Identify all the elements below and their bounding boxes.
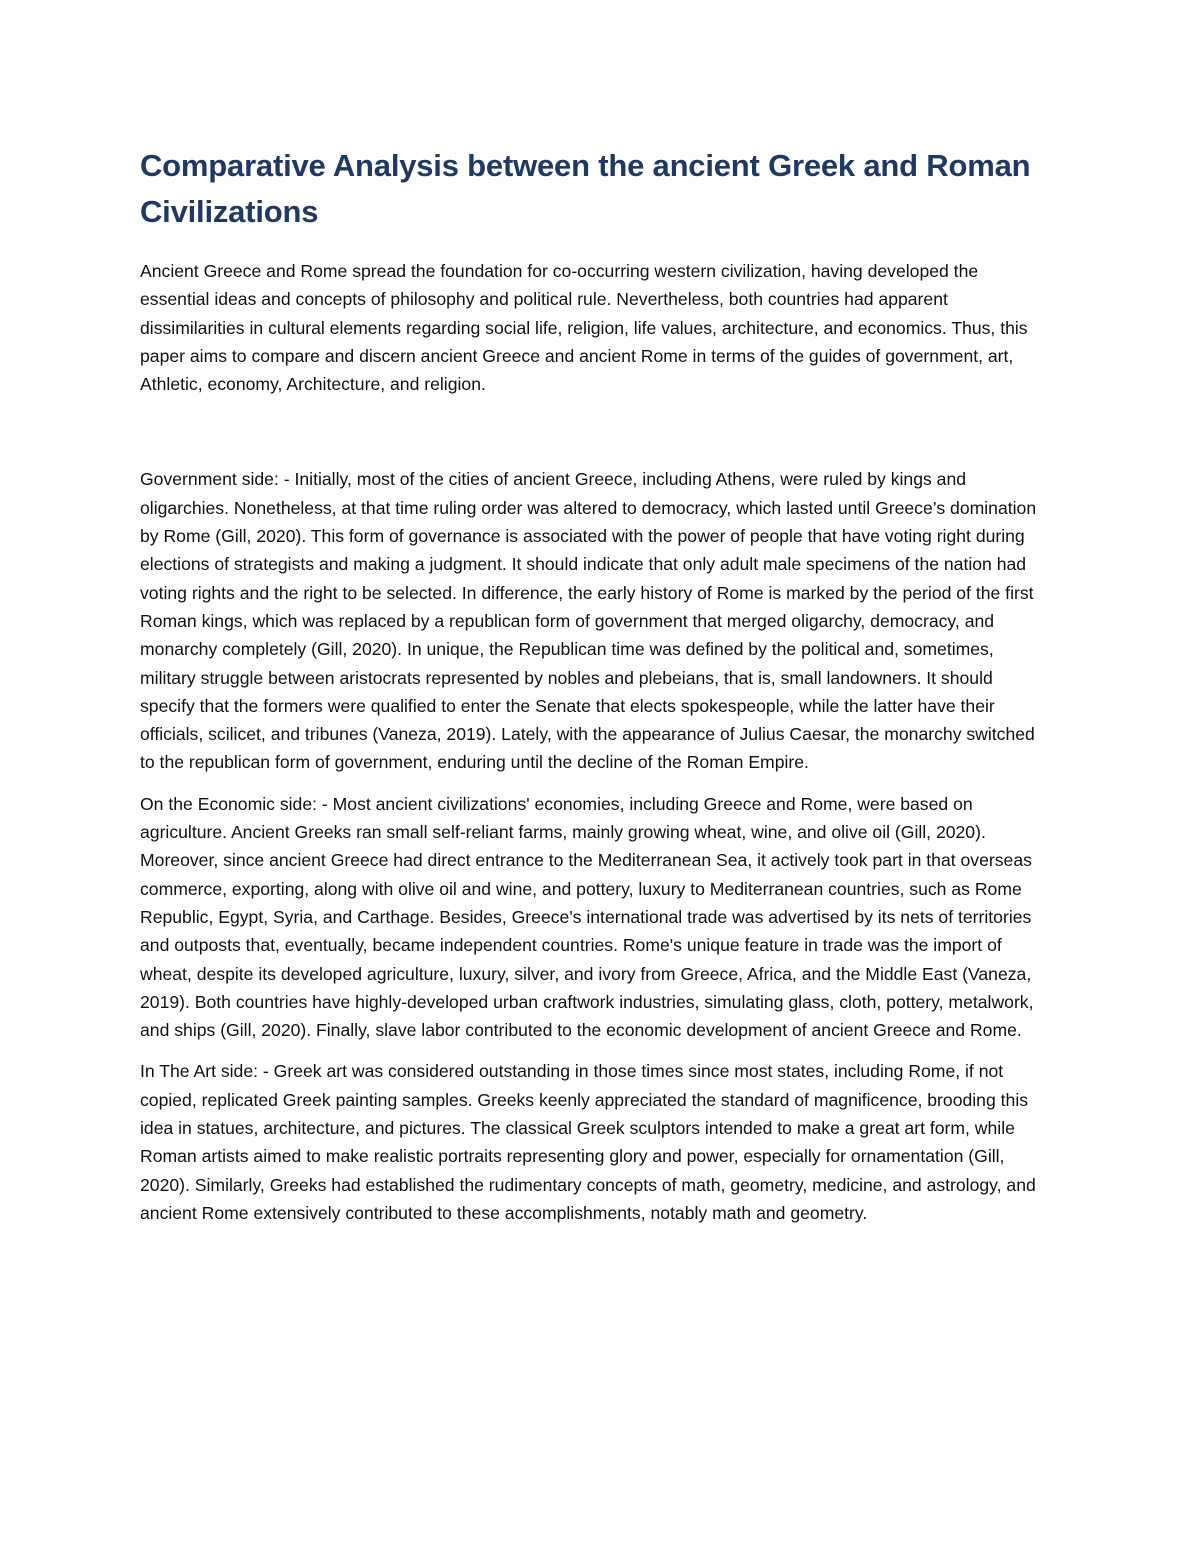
paragraph-government: Government side: - Initially, most of the cities of ancient Greece, including Athens, were ruled by kings and oligarchies. Nonetheless, at that time ruling order was altered to democracy, which lasted until Greece’s domination by Rome (Gill, 2020). This form of governance is associated with the power of people that have voting right during elections of strategists and making a judgment. It should indicate that only adult male specimens of the nation had voting rights and the right to be selected. In difference, the early history of Rome is marked by the period of the first Roman kings, which was replaced by a republican form of government that merged oligarchy, democracy, and monarchy completely (Gill, 2020). In unique, the Republican time was defined by the political and, sometimes, military struggle between aristocrats represented by nobles and plebeians, that is, small landowners. It should specify that the formers were qualified to enter the Senate that elects spokespeople, while the latter have their officials, scilicet, and tribunes (Vaneza, 2019). Lately, with the appearance of Julius Caesar, the monarchy switched to the republican form of government, enduring until the decline of the Roman Empire. [140,469,1037,773]
paragraph-introduction: Ancient Greece and Rome spread the foundation for co-occurring western civilization, having developed the essential ideas and concepts of philosophy and political rule. Nevertheless, both countries had apparent dissimilarities in cultural elements regarding social life, religion, life values, architecture, and economics. Thus, this paper aims to compare and discern ancient Greece and ancient Rome in terms of the guides of government, art, Athletic, economy, Architecture, and religion. [140,261,1028,395]
document-body [140,143,1052,1240]
document-title: Comparative Analysis between the ancient Greek and Roman Civilizations [140,148,1031,229]
paragraph-art: In The Art side: - Greek art was considered outstanding in those times since most states, including Rome, if not copied, replicated Greek painting samples. Greeks keenly appreciated the standard of magnificence, brooding this idea in statues, architecture, and pictures. The classical Greek sculptors intended to make a great art form, while Roman artists aimed to make realistic portraits representing glory and power, especially for ornamentation (Gill, 2020). Similarly, Greeks had established the rudimentary concepts of math, geometry, medicine, and astrology, and ancient Rome extensively contributed to these accomplishments, notably math and geometry. [140,1061,1036,1223]
paragraph-economic: On the Economic side: - Most ancient civilizations' economies, including Greece and Rome, were based on agriculture. Ancient Greeks ran small self-reliant farms, mainly growing wheat, wine, and olive oil (Gill, 2020). Moreover, since ancient Greece had direct entrance to the Mediterranean Sea, it actively took part in that overseas commerce, exporting, along with olive oil and wine, and pottery, luxury to Mediterranean countries, such as Rome Republic, Egypt, Syria, and Carthage. Besides, Greece's international trade was advertised by its nets of territories and outposts that, eventually, became independent countries. Rome's unique feature in trade was the import of wheat, despite its developed agriculture, luxury, silver, and ivory from Greece, Africa, and the Middle East (Vaneza, 2019). Both countries have highly-developed urban craftwork industries, simulating glass, cloth, pottery, metalwork, and ships (Gill, 2020). Finally, slave labor contributed to the economic development of ancient Greece and Rome. [140,793,1034,1041]
